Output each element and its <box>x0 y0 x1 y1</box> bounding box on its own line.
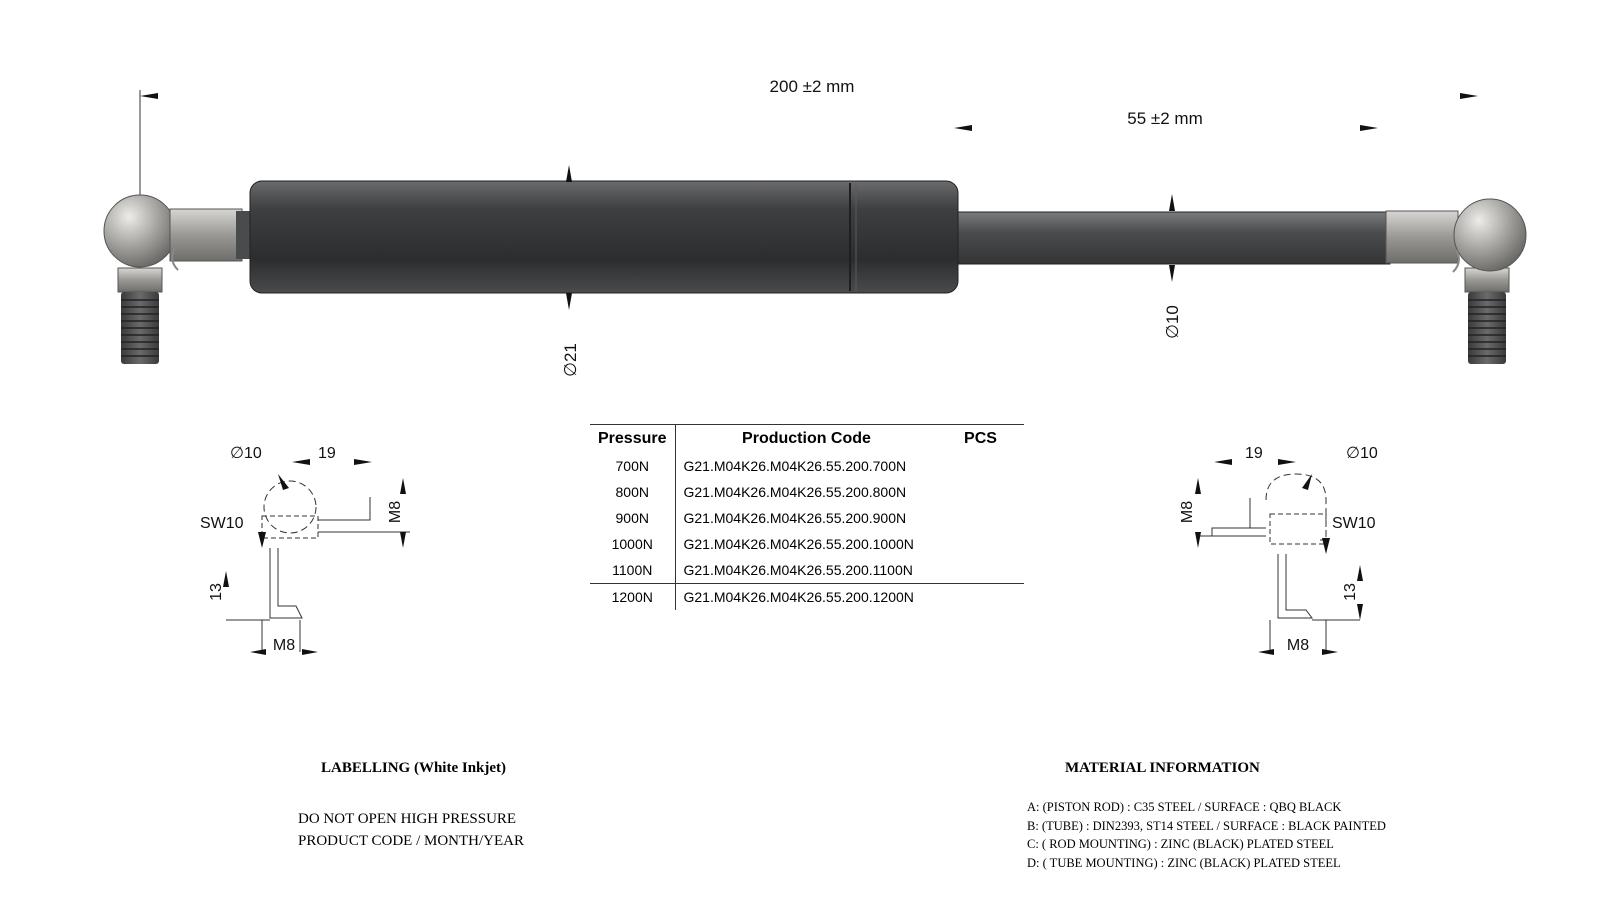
left-wrench-size: SW10 <box>200 515 244 532</box>
cell-pressure: 1200N <box>590 584 675 611</box>
table-row <box>590 505 1024 531</box>
left-thread-bottom: M8 <box>272 637 296 654</box>
labelling-text <box>298 808 524 852</box>
stroke-dimension <box>954 109 1378 131</box>
cell-pressure: 800N <box>590 479 675 505</box>
cell-pcs <box>938 557 1024 584</box>
right-thread-bottom: M8 <box>1286 637 1310 654</box>
cell-pcs <box>938 479 1024 505</box>
right-thread-side: M8 <box>1179 500 1196 524</box>
left-thread-side: M8 <box>387 500 404 524</box>
cell-code: G21.M04K26.M04K26.55.200.800N <box>683 484 907 500</box>
material-title: MATERIAL INFORMATION <box>1065 760 1260 776</box>
overall-length-label: 200 ±2 mm <box>769 77 855 96</box>
right-ball-diameter: ∅10 <box>1346 445 1378 462</box>
cell-pcs <box>938 584 1024 611</box>
material-list <box>1027 798 1386 872</box>
right-wrench-size: SW10 <box>1332 515 1376 532</box>
table-row <box>590 584 1024 611</box>
cell-pressure: 900N <box>590 505 675 531</box>
table-row <box>590 557 1024 584</box>
table-row <box>590 453 1024 479</box>
cell-pcs <box>938 505 1024 531</box>
production-code-table <box>590 424 1024 610</box>
cylinder-tube <box>250 181 958 293</box>
material-line: D: ( TUBE MOUNTING) : ZINC (BLACK) PLATED STEEL <box>1027 855 1341 870</box>
cell-pcs <box>938 531 1024 557</box>
cell-code: G21.M04K26.M04K26.55.200.700N <box>683 458 907 474</box>
labelling-line: DO NOT OPEN HIGH PRESSURE <box>298 811 517 827</box>
material-line: C: ( ROD MOUNTING) : ZINC (BLACK) PLATED STEEL <box>1027 837 1334 851</box>
left-fitting-arrows <box>223 459 406 655</box>
left-ball-joint <box>104 195 250 364</box>
table-row <box>590 479 1024 505</box>
right-fitting-arrows <box>1195 459 1363 655</box>
header-production-code: Production Code <box>742 430 871 447</box>
cell-pressure: 1100N <box>590 557 675 584</box>
material-line: A: (PISTON ROD) : C35 STEEL / SURFACE : QBQ BLACK <box>1027 800 1342 814</box>
left-ball-diameter: ∅10 <box>230 445 262 462</box>
cell-pcs <box>938 453 1024 479</box>
table-row <box>590 531 1024 557</box>
header-pressure: Pressure <box>590 425 675 454</box>
cell-code: G21.M04K26.M04K26.55.200.900N <box>683 510 907 526</box>
left-width: 19 <box>318 445 336 462</box>
right-ball-joint <box>1386 199 1526 364</box>
cell-pressure: 1000N <box>590 531 675 557</box>
cell-code: G21.M04K26.M04K26.55.200.1200N <box>683 589 914 605</box>
right-fitting-detail <box>1196 474 1360 652</box>
rod-diameter-label: ∅10 <box>1163 305 1182 339</box>
table-header-row <box>590 425 1024 454</box>
right-width: 19 <box>1245 445 1263 462</box>
left-height: 13 <box>208 583 225 601</box>
labelling-title: LABELLING (White Inkjet) <box>321 760 507 776</box>
stroke-label: 55 ±2 mm <box>1127 109 1203 128</box>
right-height: 13 <box>1342 583 1359 601</box>
header-pcs: PCS <box>964 430 997 447</box>
tube-diameter-label: ∅21 <box>561 343 580 377</box>
material-line: B: (TUBE) : DIN2393, ST14 STEEL / SURFACE : BLACK PAINTED <box>1027 818 1386 833</box>
cell-code: G21.M04K26.M04K26.55.200.1100N <box>683 562 913 578</box>
labelling-line: PRODUCT CODE / MONTH/YEAR <box>298 833 524 849</box>
left-fitting-detail <box>226 481 410 652</box>
cell-pressure: 700N <box>590 453 675 479</box>
cell-code: G21.M04K26.M04K26.55.200.1000N <box>683 536 914 552</box>
piston-rod <box>958 212 1390 264</box>
